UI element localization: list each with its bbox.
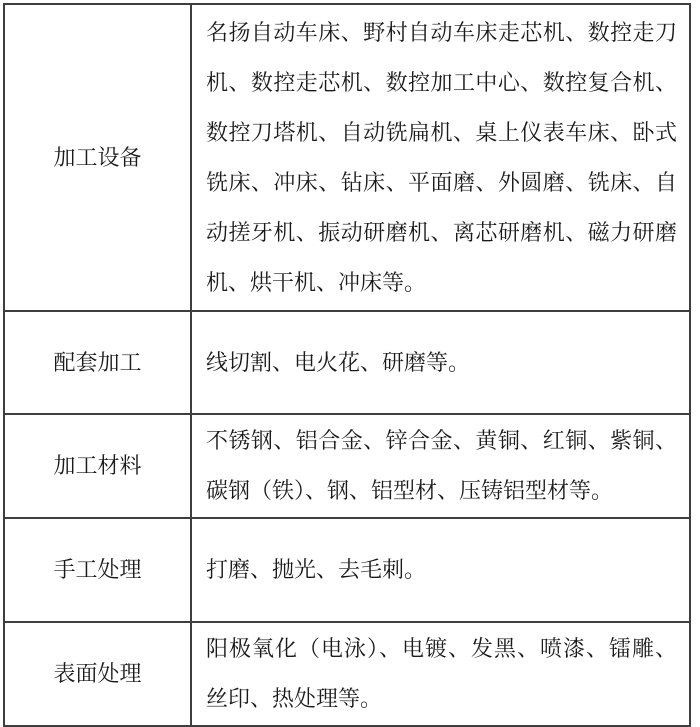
row-content-processing-equipment: 名扬自动车床、野村自动车床走芯机、数控走刀机、数控走芯机、数控加工中心、数控复合机、数控刀塔机、自动铣扁机、桌上仪表车床、卧式铣床、冲床、钻床、平面磨、外圆磨、铣床、自动搓牙机、振动研磨机、离芯研磨机、磁力研磨机、烘干机、冲床等。 [191,4,690,311]
row-label-surface-treatment: 表面处理 [4,622,191,726]
row-label-supporting-processing: 配套加工 [4,311,191,414]
table-row-surface-treatment [4,622,690,726]
table-row-supporting-processing [4,311,690,414]
table-row-processing-equipment [4,4,690,311]
machining-capability-table [3,3,691,727]
row-content-processing-materials: 不锈钢、铝合金、锌合金、黄铜、红铜、紫铜、碳钢（铁）、钢、铝型材、压铸铝型材等。 [191,414,690,518]
row-content-manual-finishing: 打磨、抛光、去毛刺。 [191,518,690,622]
row-label-processing-equipment: 加工设备 [4,4,191,311]
table-row-manual-finishing [4,518,690,622]
table-row-processing-materials [4,414,690,518]
row-label-processing-materials: 加工材料 [4,414,191,518]
table-body [4,4,690,726]
row-content-surface-treatment: 阳极氧化（电泳）、电镀、发黑、喷漆、镭雕、丝印、热处理等。 [191,622,690,726]
row-content-supporting-processing: 线切割、电火花、研磨等。 [191,311,690,414]
row-label-manual-finishing: 手工处理 [4,518,191,622]
